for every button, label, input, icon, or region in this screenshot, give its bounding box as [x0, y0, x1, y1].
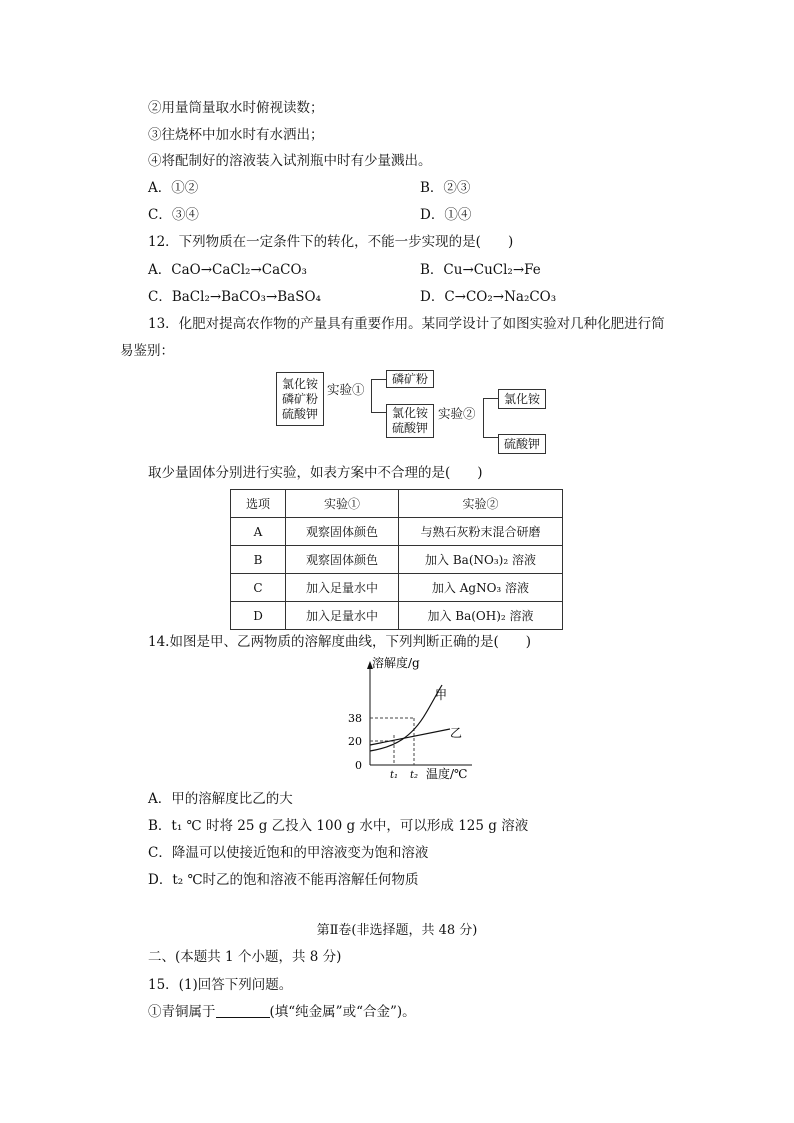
- flow-branch-line: [371, 379, 372, 413]
- table-row: [231, 574, 563, 602]
- q14-option-a: A．甲的溶解度比乙的大: [148, 791, 293, 807]
- q11-item-2: ②用量筒量取水时俯视读数；: [148, 100, 324, 116]
- flow-out2a-box: [498, 389, 546, 409]
- x-axis-label: 温度/℃: [426, 767, 468, 781]
- part2-title: 第Ⅱ卷(非选择题，共 48 分): [316, 923, 478, 938]
- q12-option-a: A．CaO→CaCl₂→CaCO₃: [148, 262, 307, 278]
- y-tick-38: 38: [348, 712, 362, 725]
- q15-1-after: (填“纯金属”或“合金”)。: [269, 1004, 416, 1020]
- q15-1: [148, 1003, 416, 1021]
- flow-start-item: 磷矿粉: [281, 391, 318, 406]
- flow-out2a-text: 氯化铵: [503, 391, 540, 406]
- flow-mid-item: 硫酸钾: [391, 421, 428, 435]
- q13-table-intro: 取少量固体分别进行实验，如表方案中不合理的是( ): [148, 465, 483, 481]
- table-cell: D: [231, 602, 286, 630]
- table-row: [231, 518, 563, 546]
- q11-item-3: ③往烧杯中加水时有水洒出；: [148, 127, 324, 143]
- flow-start-item: 硫酸钾: [281, 406, 318, 421]
- flow-arrow-line: [371, 379, 386, 380]
- table-cell: B: [231, 546, 286, 574]
- y-axis-label: 溶解度/g: [372, 656, 420, 670]
- table-header-cell: 实验①: [286, 490, 399, 518]
- table-cell: 加入足量水中: [286, 574, 399, 602]
- q14-option-d: D．t₂ ℃时乙的饱和溶液不能再溶解任何物质: [148, 872, 419, 888]
- table-cell: C: [231, 574, 286, 602]
- table-header-row: [231, 490, 563, 518]
- q11-option-c: C．③④: [148, 207, 199, 223]
- flow-arrow-line: [483, 437, 498, 438]
- flow-out1-text: 磷矿粉: [391, 371, 428, 386]
- part2-subtitle: 二、(本题共 1 个小题，共 8 分): [148, 949, 342, 965]
- q12-option-b: B．Cu→CuCl₂→Fe: [420, 262, 541, 278]
- flow-out2b-text: 硫酸钾: [503, 436, 540, 451]
- flow-mid-item: 氯化铵: [391, 406, 428, 420]
- q14-option-b: B．t₁ ℃ 时将 25 g 乙投入 100 g 水中，可以形成 125 g 溶液: [148, 818, 529, 834]
- q14-option-c: C．降温可以使接近饱和的甲溶液变为饱和溶液: [148, 845, 429, 861]
- answer-blank[interactable]: [216, 1003, 270, 1018]
- table-cell: A: [231, 518, 286, 546]
- solubility-chart: [340, 655, 490, 783]
- q12-option-d: D．C→CO₂→Na₂CO₃: [420, 289, 557, 305]
- table-cell: 加入足量水中: [286, 602, 399, 630]
- flow-exp1-label: 实验①: [327, 382, 365, 397]
- flow-mid-box: [386, 404, 434, 438]
- flow-branch-line: [483, 398, 484, 438]
- table-cell: 观察固体颜色: [286, 518, 399, 546]
- flow-exp2-label: 实验②: [438, 406, 476, 421]
- q14-stem: 14.如图是甲、乙两物质的溶解度曲线，下列判断正确的是( ): [148, 634, 532, 650]
- table-row: [231, 546, 563, 574]
- q11-item-4: ④将配制好的溶液装入试剂瓶中时有少量溅出。: [148, 153, 432, 169]
- series-label-jia: 甲: [435, 688, 448, 702]
- flow-start-item: 氯化铵: [281, 376, 318, 391]
- curve-yi: [370, 729, 450, 745]
- q13-stem-line1: 13．化肥对提高农作物的产量具有重要作用。某同学设计了如图实验对几种化肥进行简: [148, 316, 665, 332]
- table-header-cell: 实验②: [399, 490, 563, 518]
- table-cell: 加入 AgNO₃ 溶液: [399, 574, 563, 602]
- flow-start-box: [276, 372, 324, 426]
- flow-out2b-box: [498, 434, 546, 454]
- table-header-cell: 选项: [231, 490, 286, 518]
- q11-option-a: A．①②: [148, 180, 199, 196]
- y-tick-20: 20: [348, 735, 362, 748]
- q12-stem: 12．下列物质在一定条件下的转化，不能一步实现的是( ): [148, 234, 514, 250]
- q12-option-c: C．BaCl₂→BaCO₃→BaSO₄: [148, 289, 321, 305]
- x-tick-t2: t₂: [410, 770, 419, 781]
- q13-experiment-table: [230, 489, 563, 630]
- flow-arrow-line: [371, 412, 386, 413]
- flow-arrow-line: [483, 398, 498, 399]
- table-cell: 观察固体颜色: [286, 546, 399, 574]
- y-tick-0: 0: [355, 759, 362, 772]
- table-row: [231, 602, 563, 630]
- flow-out1-box: [386, 370, 434, 388]
- table-cell: 与熟石灰粉末混合研磨: [399, 518, 563, 546]
- table-cell: 加入 Ba(OH)₂ 溶液: [399, 602, 563, 630]
- q11-option-d: D．①④: [420, 207, 472, 223]
- table-cell: 加入 Ba(NO₃)₂ 溶液: [399, 546, 563, 574]
- q11-option-b: B．②③: [420, 180, 471, 196]
- q13-stem-line2: 易鉴别：: [120, 343, 174, 359]
- q15-1-before: ①青铜属于: [148, 1004, 216, 1020]
- q15-stem: 15．(1)回答下列问题。: [148, 977, 293, 993]
- series-label-yi: 乙: [450, 726, 463, 740]
- x-tick-t1: t₁: [390, 770, 399, 781]
